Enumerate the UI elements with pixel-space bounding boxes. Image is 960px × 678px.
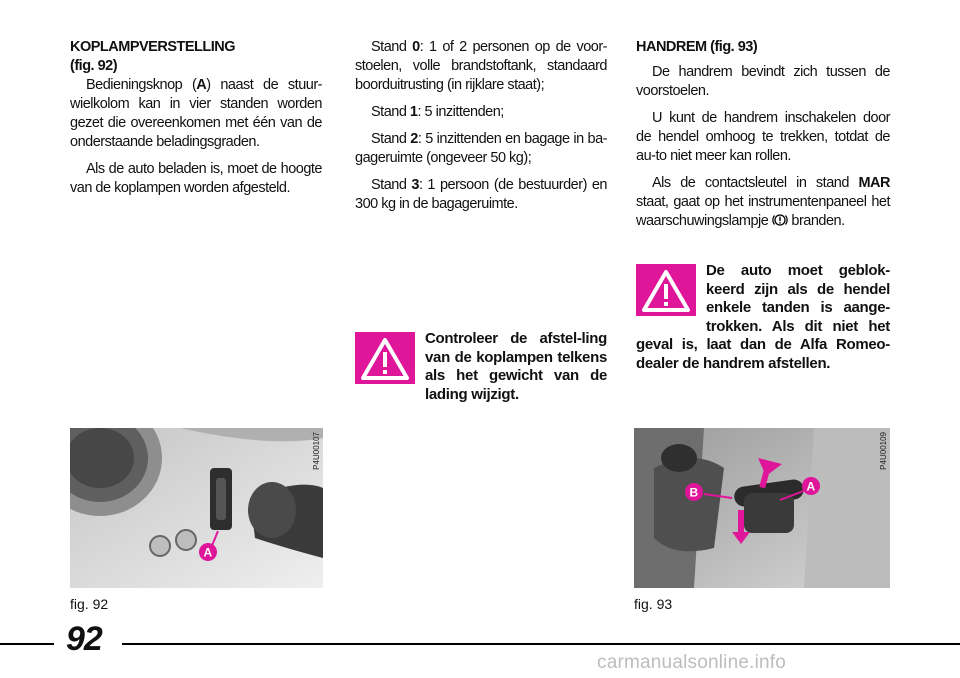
warning-text: Controleer de afstel-ling van de koplampen telkens als het gewicht van de lading wijzigt. (425, 330, 607, 403)
text: Stand (371, 177, 412, 193)
warning-box-handbrake (636, 262, 890, 373)
section-heading: HANDREM (fig. 93) (636, 39, 758, 55)
section-heading (70, 38, 322, 76)
watermark: carmanualsonline.info (597, 652, 787, 673)
paragraph: De handrem bevindt zich tussen de voorstoelen. (636, 64, 890, 99)
heading-text: HANDREM (636, 39, 707, 55)
column-load-positions (355, 38, 607, 222)
figure-92-headlamp-knob (70, 428, 323, 588)
heading-fig-ref: fig. 93 (714, 39, 753, 55)
warning-triangle-icon (355, 332, 415, 384)
page-number: 92 (66, 620, 102, 658)
heading-ref-open: ( (70, 58, 75, 74)
figure-caption: fig. 93 (634, 596, 673, 612)
position-key: 0 (412, 39, 420, 55)
paragraph (70, 76, 322, 152)
position-key: 1 (409, 104, 418, 120)
figure-caption: fig. 92 (70, 596, 109, 612)
marker-b: B (689, 485, 699, 500)
paragraph: Als de auto beladen is, moet de hoogte van de koplampen worden afgesteld. (70, 161, 322, 196)
footer-rule-left (0, 643, 54, 645)
warning-text: De auto moet geblok-keerd zijn als de hendel enkele tanden is aange-trokken. Als dit niet het geval is, laat dan de Alfa Romeo-dealer de handrem afstellen. (636, 262, 890, 372)
figure-93-handbrake (634, 428, 890, 588)
position-0 (355, 38, 607, 95)
heading-ref-close: ) (112, 58, 118, 74)
marker-a: A (806, 479, 816, 494)
text: : 1 of 2 personen op de voor-stoelen, volle brandstoftank, standaard boorduitrusting (in rijklare staat); (355, 39, 607, 93)
warning-triangle-icon (636, 264, 696, 316)
figure-code: P4U00107 (312, 432, 321, 470)
text: ) naast de stuur-wielkolom kan in vier standen worden gezet die overeenkomen met één van de onderstaande beladingsgraden. (70, 77, 322, 150)
text: Bedieningsknop ( (86, 77, 197, 93)
heading-fig-ref: fig. 92 (74, 58, 113, 74)
text: Stand (371, 131, 411, 147)
column-headlamp-adjust (70, 38, 322, 206)
position-2 (355, 130, 607, 168)
text: staat, gaat op het instrumentenpaneel het waarschuwingslampje (636, 194, 890, 229)
text: Als de contactsleutel in stand (652, 175, 859, 191)
text: Stand (371, 39, 413, 55)
paragraph (636, 174, 890, 231)
heading-text: KOPLAMPVERSTELLING (70, 39, 236, 55)
position-key: 2 (410, 131, 418, 147)
position-key: 3 (411, 177, 419, 193)
marker-a: A (203, 545, 213, 560)
text: Stand (371, 104, 410, 120)
figure-code: P4U00109 (879, 432, 888, 470)
position-3 (355, 176, 607, 214)
text: : 5 inzittenden en bagage in ba-gageruimte (ongeveer 50 kg); (355, 131, 608, 166)
text: branden. (787, 213, 845, 229)
paragraph: U kunt de handrem inschakelen door de hendel omhoog te trekken, totdat de au-to niet meer kan rollen. (636, 110, 890, 164)
handbrake-warning-icon (772, 213, 788, 229)
position-1 (355, 103, 607, 122)
column-handbrake (636, 38, 890, 239)
footer-rule-right (122, 643, 960, 645)
warning-box-headlamp (355, 330, 607, 404)
text: : 5 inzittenden; (417, 104, 504, 120)
key-label: MAR (858, 175, 890, 191)
key-label: A (196, 77, 207, 93)
text: : 1 persoon (de bestuurder) en 300 kg in de bagageruimte. (355, 177, 607, 212)
